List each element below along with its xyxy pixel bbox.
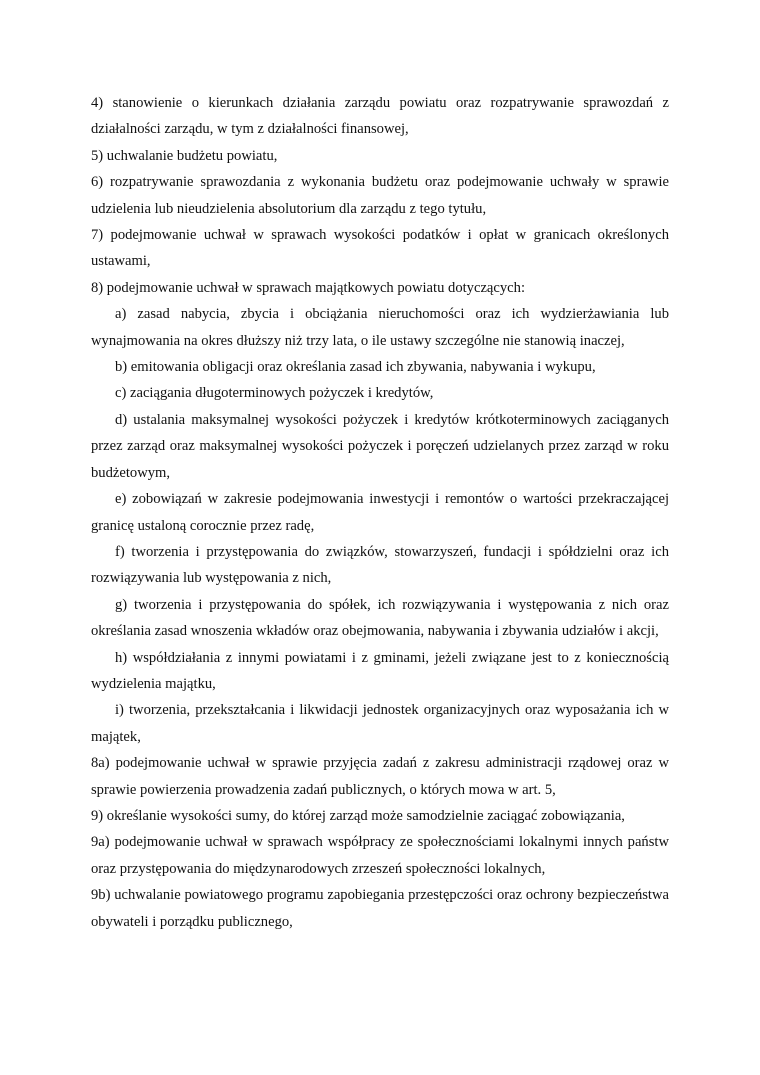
paragraph-item-4: 4) stanowienie o kierunkach działania zarządu powiatu oraz rozpatrywanie sprawozdań z działalności zarządu, w tym z działalności finansowej,: [91, 95, 669, 138]
subparagraph-d: d) ustalania maksymalnej wysokości pożyczek i kredytów krótkoterminowych zaciąganych przez zarząd oraz maksymalnej wysokości pożyczek i poręczeń udzielanych przez zarząd w roku budżetowym,: [91, 411, 669, 481]
paragraph-item-7: 7) podejmowanie uchwał w sprawach wysokości podatków i opłat w granicach określonych ustawami,: [91, 227, 669, 270]
paragraph-item-9a: 9a) podejmowanie uchwał w sprawach współpracy ze społecznościami lokalnymi innych państw oraz przystępowania do międzynarodowych zrzeszeń społeczności lokalnych,: [91, 834, 669, 877]
paragraph-item-8: 8) podejmowanie uchwał w sprawach majątkowych powiatu dotyczących:: [91, 279, 526, 296]
paragraph-item-9: 9) określanie wysokości sumy, do której zarząd może samodzielnie zaciągać zobowiązania,: [91, 807, 625, 824]
subparagraph-i: i) tworzenia, przekształcania i likwidacji jednostek organizacyjnych oraz wyposażania ich w majątek,: [91, 702, 669, 745]
subparagraph-h: h) współdziałania z innymi powiatami i z gminami, jeżeli związane jest to z koniecznością wydzielenia majątku,: [91, 649, 669, 692]
subparagraph-g: g) tworzenia i przystępowania do spółek, ich rozwiązywania i występowania z nich oraz określania zasad wnoszenia wkładów oraz obejmowania, nabywania i zbywania udziałów i akcji,: [91, 596, 669, 640]
subparagraph-c: c) zaciągania długoterminowych pożyczek i kredytów,: [115, 385, 434, 402]
subparagraph-b: b) emitowania obligacji oraz określania zasad ich zbywania, nabywania i wykupu,: [115, 359, 596, 376]
paragraph-item-9b: 9b) uchwalanie powiatowego programu zapobiegania przestępczości oraz ochrony bezpieczeństwa obywateli i porządku publicznego,: [91, 887, 669, 930]
paragraph-item-5: 5) uchwalanie budżetu powiatu,: [91, 147, 278, 164]
subparagraph-a: a) zasad nabycia, zbycia i obciążania nieruchomości oraz ich wydzierżawiania lub wynajmowania na okres dłuższy niż trzy lata, o ile ustawy szczególne nie stanowią inaczej,: [91, 306, 669, 349]
paragraph-item-8a: 8a) podejmowanie uchwał w sprawie przyjęcia zadań z zakresu administracji rządowej oraz w sprawie powierzenia prowadzenia zadań publicznych, o których mowa w art. 5,: [91, 755, 669, 798]
document-page: [91, 90, 669, 935]
paragraph-item-6: 6) rozpatrywanie sprawozdania z wykonania budżetu oraz podejmowanie uchwały w sprawie udzielenia lub nieudzielenia absolutorium dla zarządu z tego tytułu,: [91, 174, 669, 217]
subparagraph-f: f) tworzenia i przystępowania do związków, stowarzyszeń, fundacji i spółdzielni oraz ich rozwiązywania lub występowania z nich,: [91, 543, 669, 587]
subparagraph-e: e) zobowiązań w zakresie podejmowania inwestycji i remontów o wartości przekraczającej granicę ustaloną corocznie przez radę,: [91, 491, 669, 534]
